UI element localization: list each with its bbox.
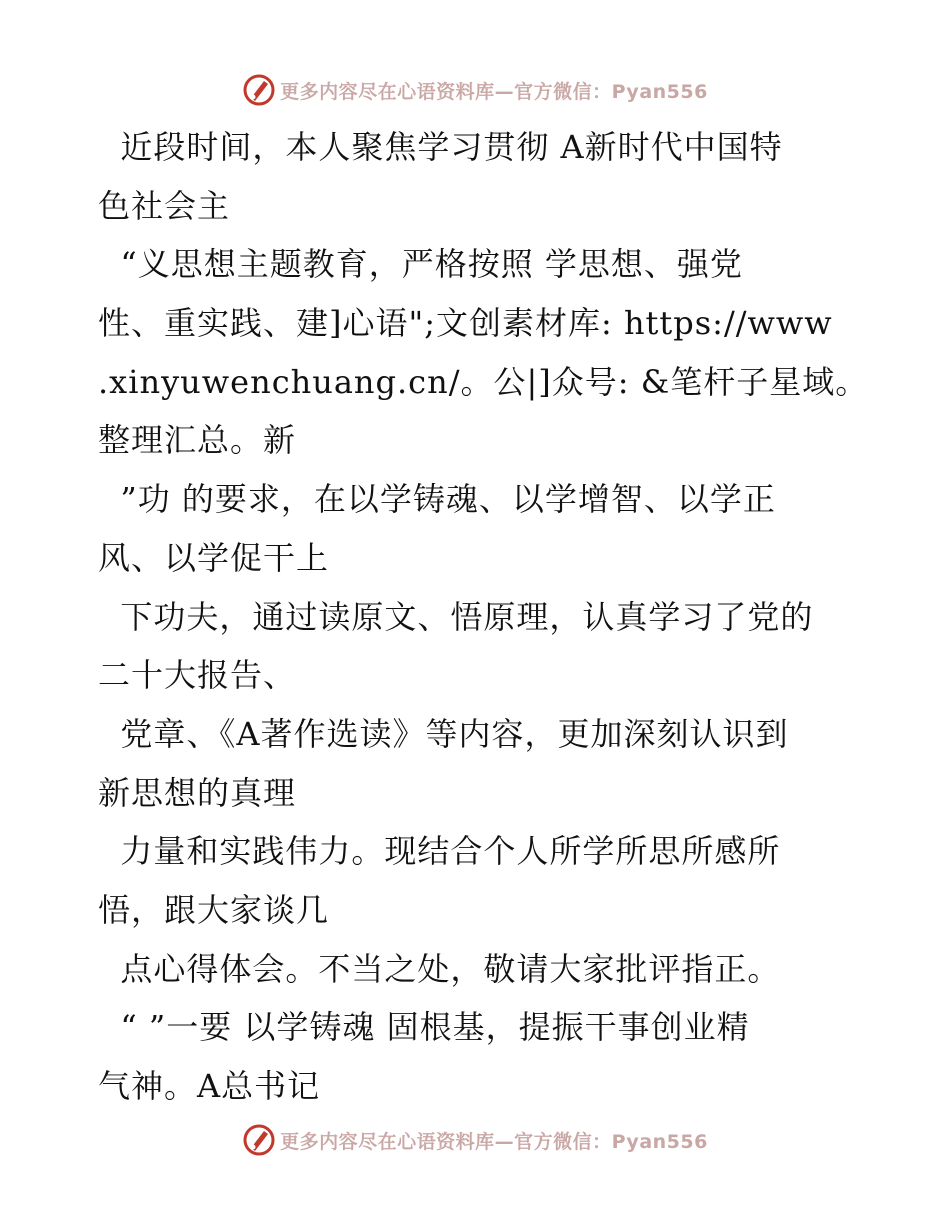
text-line: 性、重实践、建]心语";文创素材库: https://www — [98, 304, 833, 343]
pen-seal-logo-icon — [242, 73, 276, 107]
text-line: 气神。A总书记 — [98, 1067, 321, 1105]
text-line: 党章、《A著作选读》等内容，更加深刻认识到 — [98, 714, 789, 753]
text-line: 风、以学促干上 — [98, 538, 330, 577]
text-line: “ ”一要 以学铸魂 固根基，提振干事创业精 — [98, 1008, 750, 1047]
footer-watermark — [0, 1120, 950, 1160]
text-line: 下功夫，通过读原文、悟原理，认真学习了党的 — [98, 597, 814, 636]
text-line: 点心得体会。不当之处，敬请大家批评指正。 — [98, 949, 781, 988]
pen-seal-logo-icon — [242, 1123, 276, 1157]
text-line: 悟，跟大家谈几 — [98, 890, 330, 929]
watermark-text: 更多内容尽在心语资料库—官方微信：Pyan556 — [280, 80, 708, 103]
header-watermark — [0, 70, 950, 110]
watermark-text: 更多内容尽在心语资料库—官方微信：Pyan556 — [280, 1130, 708, 1153]
text-line: 二十大报告、 — [98, 656, 297, 695]
text-line: 近段时间，本人聚焦学习贯彻 A新时代中国特 — [98, 128, 783, 166]
text-line: “义思想主题教育，严格按照 学思想、强党 — [98, 245, 743, 284]
text-line: 力量和实践伟力。现结合个人所学所思所感所 — [98, 832, 781, 871]
text-line: .xinyuwenchuang.cn/。公|]众号: &笔杆子星域。 — [98, 362, 869, 401]
text-line: 新思想的真理 — [98, 773, 297, 812]
text-line: ”功 的要求，在以学铸魂、以学增智、以学正 — [98, 480, 776, 519]
text-line: 整理汇总。新 — [98, 421, 297, 460]
document-body — [98, 118, 869, 1116]
text-line: 色社会主 — [98, 186, 231, 225]
